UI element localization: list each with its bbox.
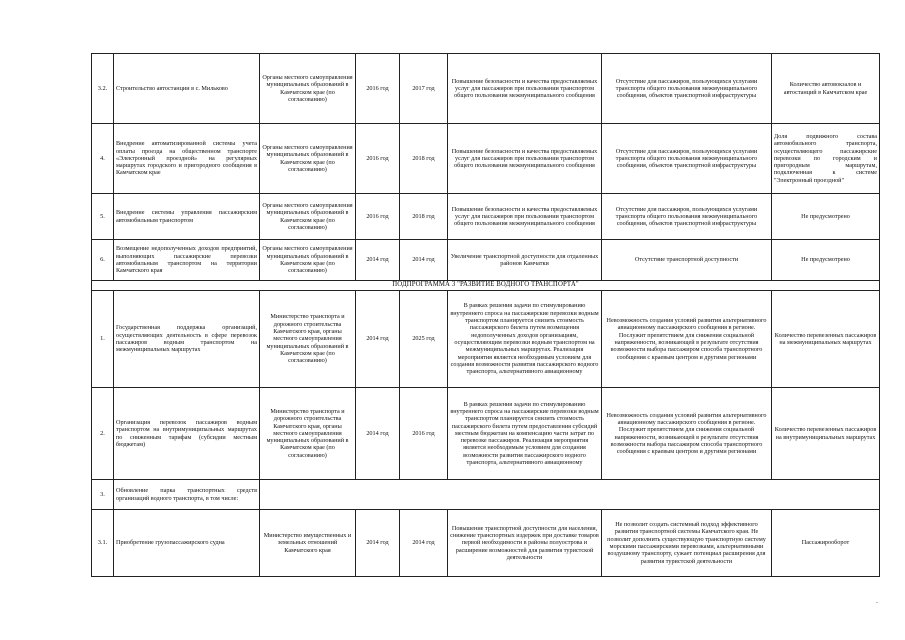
responsible-executor: Органы местного самоуправления муниципальных образований в Камчатском крае (по согласованию) — [260, 124, 356, 194]
table-row — [92, 240, 880, 281]
row-number: 3. — [92, 480, 114, 510]
start-year: 2014 год — [356, 240, 400, 281]
target-indicator: Количество автовокзалов и автостанций в Камчатском крае — [772, 54, 880, 124]
subprogram-title: ПОДПРОГРАММА 3 "РАЗВИТИЕ ВОДНОГО ТРАНСПОРТА" — [92, 281, 880, 291]
row-number: 5. — [92, 194, 114, 240]
end-year: 2014 год — [400, 510, 448, 577]
end-year: 2017 год — [400, 54, 448, 124]
expected-result: Повышение безопасности и качества предоставляемых услуг для пассажиров при пользовании транспортом общего пользования межмуниципального сообщения — [448, 124, 602, 194]
end-year: 2016 год — [400, 388, 448, 480]
table-row — [92, 54, 880, 124]
start-year: 2016 год — [356, 54, 400, 124]
measure-name: Возмещение недополученных доходов предприятий, выполняющих пассажирские перевозки автомобильным транспортом на территории Камчатского края — [114, 240, 260, 281]
responsible-executor: Министерство транспорта и дорожного строительства Камчатского края, органы местного самоуправления муниципальных образований в Камчатском крае (по согласованию) — [260, 388, 356, 480]
measure-name: Внедрение автоматизированной системы учета оплаты проезда на общественном транспорте «Электронный проездной» на регулярных маршрутах городского и пригородного сообщения в Камчатском крае — [114, 124, 260, 194]
non-implementation-consequence: Не позволит создать системный подход эффективного развития транспортной системы Камчатского края. Не позволит дополнить существующую транспортную систему морскими пассажирскими перевозками, альтернативными воздушному транспорту, сужает потенциал расширения для развития туристской деятельности — [602, 510, 772, 577]
non-implementation-consequence: Невозможность создания условий развития альтернативного авиационному пассажирского сообщения в регионе. Послужит препятствием для снижения социальной напряженности, возникающей в результате отсутствия возможности выбора пассажиром способа транспортного сообщения с краевым центром и другими регионами — [602, 388, 772, 480]
program-measures-table — [91, 53, 880, 577]
responsible-executor: Органы местного самоуправления муниципальных образований в Камчатском крае (по согласованию) — [260, 194, 356, 240]
table-row — [92, 291, 880, 388]
program-table-sheet — [91, 53, 879, 577]
row-number: 3.2. — [92, 54, 114, 124]
expected-result: В рамках решения задачи по стимулированию внутреннего спроса на пассажирские перевозки водным транспортом планируется снизить стоимость пассажирского билета путем предоставления субсидий местным бюджетам на компенсацию части затрат по перевозке пассажиров. Реализация мероприятия является необходимым условием для создания возможности развития пассажирского водного транспорта, альтернативного авиационному — [448, 388, 602, 480]
scan-speck — [876, 602, 878, 603]
end-year: 2018 год — [400, 124, 448, 194]
measure-name: Строительство автостанции в с. Мильково — [114, 54, 260, 124]
measure-name: Организация перевозок пассажиров водным транспортом на внутримуниципальных маршрутах по сниженным тарифам (субсидии местным бюджетам) — [114, 388, 260, 480]
start-year: 2014 год — [356, 388, 400, 480]
row-number: 6. — [92, 240, 114, 281]
row-number: 2. — [92, 388, 114, 480]
target-indicator: Не предусмотрено — [772, 194, 880, 240]
table-row — [92, 480, 880, 510]
table-row — [92, 194, 880, 240]
non-implementation-consequence: Отсутствие для пассажиров, пользующихся услугами транспорта общего пользования межмуниципального сообщения, объектов транспортной инфраструктуры — [602, 124, 772, 194]
measure-name: Государственная поддержка организаций, осуществляющих деятельность в сфере перевозок пассажиров водным транспортом на межмуниципальных маршрутах — [114, 291, 260, 388]
expected-result: Повышение безопасности и качества предоставляемых услуг для пассажиров при пользовании транспортом общего пользования межмуниципального сообщения — [448, 54, 602, 124]
end-year: 2014 год — [400, 240, 448, 281]
responsible-executor: Органы местного самоуправления муниципальных образований в Камчатском крае (по согласованию) — [260, 54, 356, 124]
start-year: 2016 год — [356, 194, 400, 240]
target-indicator: Количество перевезенных пассажиров на межмуниципальных маршрутах — [772, 291, 880, 388]
target-indicator: Количество перевезенных пассажиров на внутримуниципальных маршрутах — [772, 388, 880, 480]
target-indicator: Не предусмотрено — [772, 240, 880, 281]
responsible-executor: Министерство имущественных и земельных отношений Камчатского края — [260, 510, 356, 577]
measure-name: Приобретение грузопассажирского судна — [114, 510, 260, 577]
non-implementation-consequence: Отсутствие для пассажиров, пользующихся услугами транспорта общего пользования межмуниципального сообщения, объектов транспортной инфраструктуры — [602, 54, 772, 124]
responsible-executor: Министерство транспорта и дорожного строительства Камчатского края, органы местного самоуправления муниципальных образований в Камчатском крае (по согласованию) — [260, 291, 356, 388]
row-number: 4. — [92, 124, 114, 194]
start-year: 2016 год — [356, 124, 400, 194]
non-implementation-consequence: Отсутствие для пассажиров, пользующихся услугами транспорта общего пользования межмуниципального сообщения, объектов транспортной инфраструктуры — [602, 194, 772, 240]
end-year: 2025 год — [400, 291, 448, 388]
row-number: 1. — [92, 291, 114, 388]
responsible-executor: Органы местного самоуправления муниципальных образований в Камчатском крае (по согласованию) — [260, 240, 356, 281]
start-year: 2014 год — [356, 510, 400, 577]
measure-name: Обновление парка транспортных средств организаций водного транспорта, в том числе: — [114, 480, 260, 510]
subprogram-header-row — [92, 281, 880, 291]
table-row — [92, 510, 880, 577]
non-implementation-consequence: Отсутствие транспортной доступности — [602, 240, 772, 281]
measure-name: Внедрение системы управления пассажирским автомобильным транспортом — [114, 194, 260, 240]
expected-result: Повышение безопасности и качества предоставляемых услуг для пассажиров при пользовании транспортом общего пользования межмуниципального сообщения — [448, 194, 602, 240]
row-number: 3.1. — [92, 510, 114, 577]
target-indicator: Пассажирооборот — [772, 510, 880, 577]
start-year: 2014 год — [356, 291, 400, 388]
expected-result: Повышение транспортной доступности для населения, снижение транспортных издержек при доставке товаров первой необходимости в районы полуострова и расширение возможностей для развития туристской деятельности — [448, 510, 602, 577]
table-row — [92, 124, 880, 194]
empty-merged-cell — [260, 480, 880, 510]
end-year: 2018 год — [400, 194, 448, 240]
expected-result: Увеличение транспортной доступности для отдаленных районов Камчатки — [448, 240, 602, 281]
expected-result: В рамках решения задачи по стимулированию внутреннего спроса на пассажирские перевозки водным транспортом планируется снизить стоимость пассажирского билета путем возмещения недополученных доходов организациям, осуществляющим перевозки водным транспортом на межмуниципальных маршрутах. Реализация мероприятия является необходимым условием для создания возможности развития пассажирского водного транспорта, альтернативного авиационному — [448, 291, 602, 388]
target-indicator: Доля подвижного состава автомобильного транспорта, осуществляющего пассажирские перевозки по городским и пригородным маршрутам, подключенная к системе "Электронный проездной" — [772, 124, 880, 194]
table-row — [92, 388, 880, 480]
non-implementation-consequence: Невозможность создания условий развития альтернативного авиационному пассажирского сообщения в регионе. Послужит препятствием для снижения социальной напряженности, возникающей в результате отсутствия возможности выбора пассажиром способа транспортного сообщения с краевым центром и другими регионами — [602, 291, 772, 388]
